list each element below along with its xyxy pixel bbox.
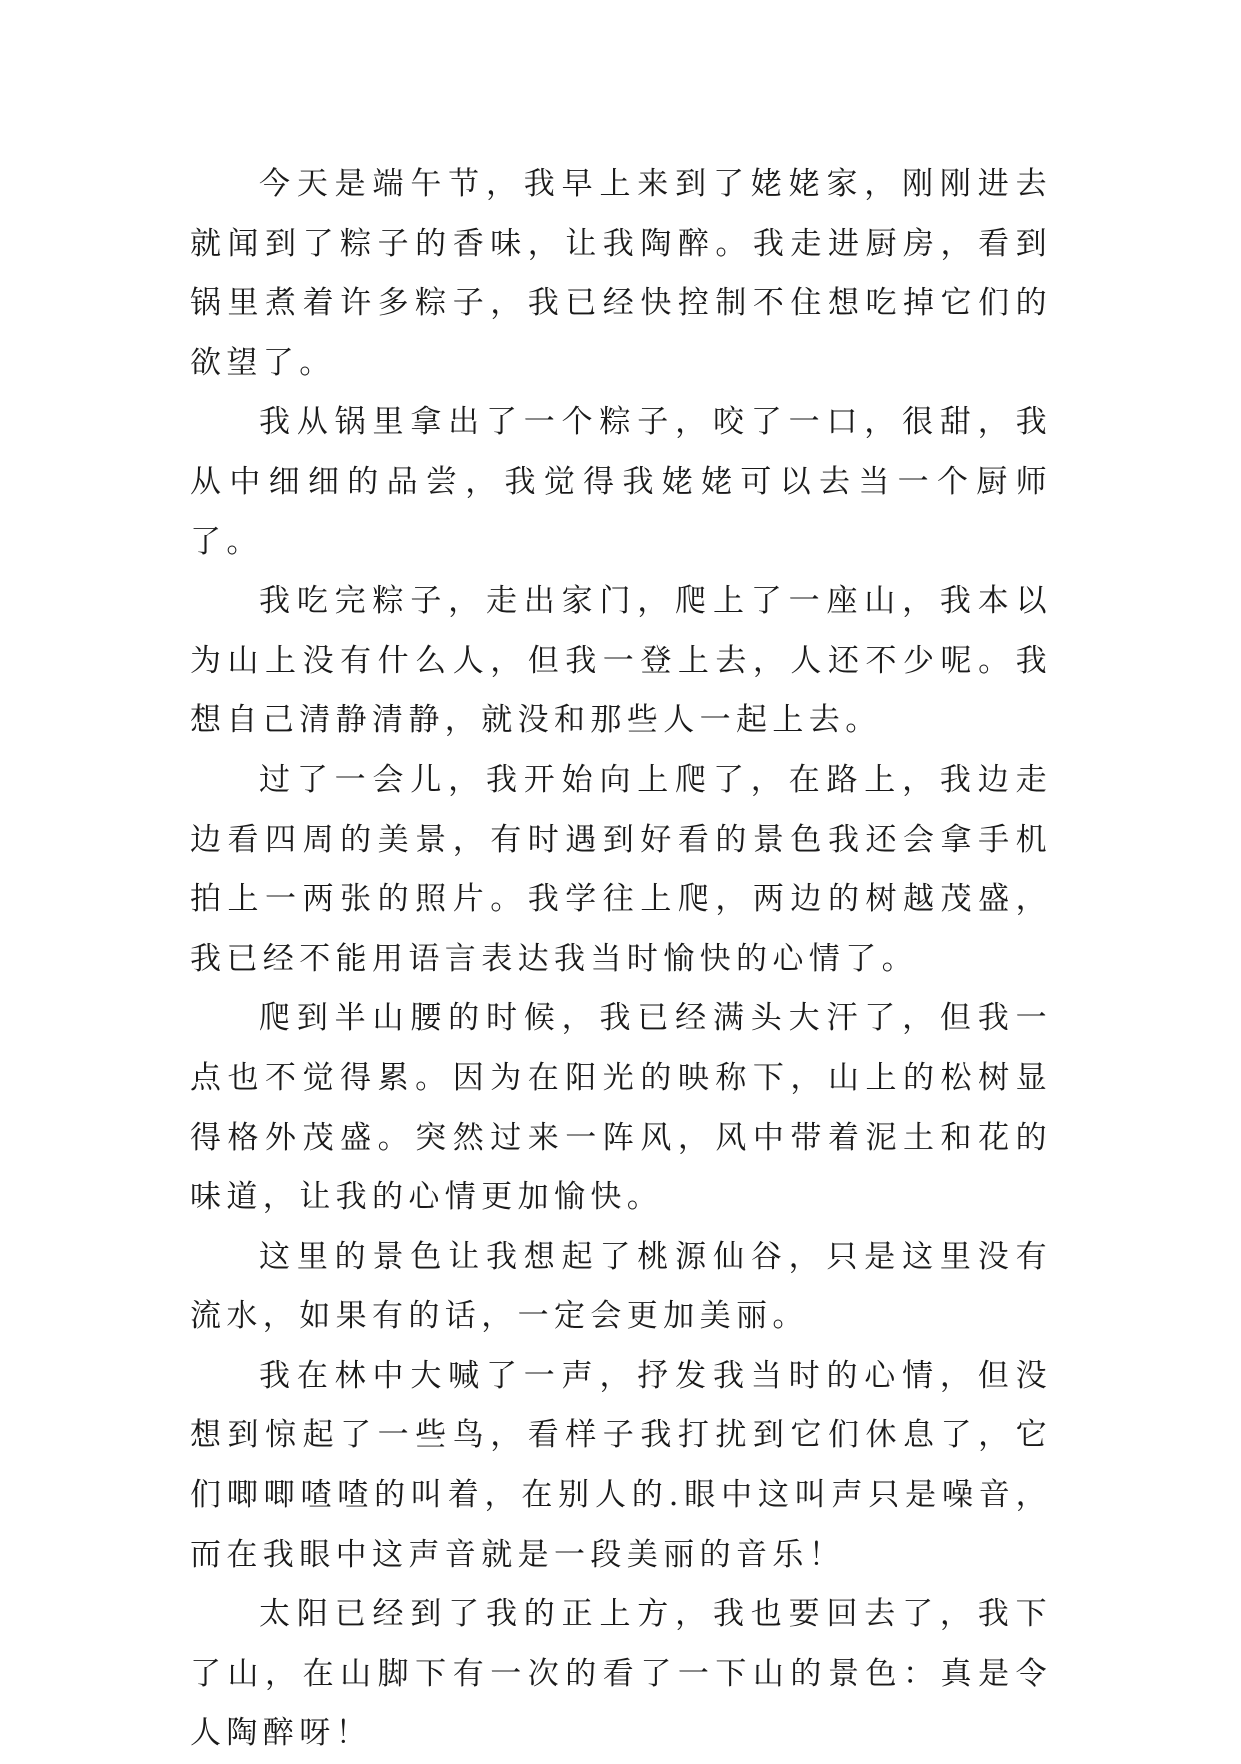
paragraph: 今天是端午节，我早上来到了姥姥家，刚刚进去就闻到了粽子的香味，让我陶醉。我走进厨房，看到锅里煮着许多粽子，我已经快控制不住想吃掉它们的欲望了。 [190, 166, 1052, 381]
paragraph: 我在林中大喊了一声，抒发我当时的心情，但没想到惊起了一些鸟，看样子我打扰到它们休息了，它们唧唧喳喳的叫着，在别人的.眼中这叫声只是噪音，而在我眼中这声音就是一段美丽的音乐！ [190, 1357, 1052, 1573]
paragraph: 我从锅里拿出了一个粽子，咬了一口，很甜，我从中细细的品尝，我觉得我姥姥可以去当一个厨师了。 [190, 404, 1052, 560]
paragraph: 我吃完粽子，走出家门，爬上了一座山，我本以为山上没有什么人，但我一登上去，人还不少呢。我想自己清静清静，就没和那些人一起上去。 [190, 583, 1052, 739]
paragraph: 这里的景色让我想起了桃源仙谷，只是这里没有流水，如果有的话，一定会更加美丽。 [190, 1238, 1052, 1335]
paragraph: 太阳已经到了我的正上方，我也要回去了，我下了山，在山脚下有一次的看了一下山的景色：真是令人陶醉呀！ [190, 1596, 1052, 1752]
essay-body [190, 155, 1052, 1764]
paragraph: 爬到半山腰的时候，我已经满头大汗了，但我一点也不觉得累。因为在阳光的映称下，山上的松树显得格外茂盛。突然过来一阵风，风中带着泥土和花的味道，让我的心情更加愉快。 [190, 1000, 1052, 1216]
paragraph: 过了一会儿，我开始向上爬了，在路上，我边走边看四周的美景，有时遇到好看的景色我还会拿手机拍上一两张的照片。我学往上爬，两边的树越茂盛，我已经不能用语言表达我当时愉快的心情了。 [190, 761, 1052, 977]
